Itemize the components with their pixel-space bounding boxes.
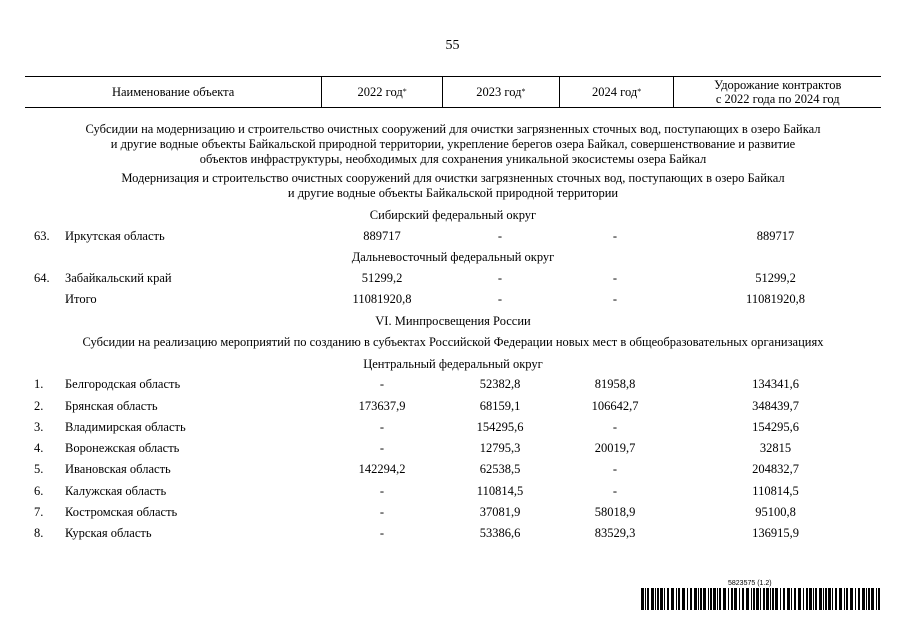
table-row: 4. Воронежская область - 12795,3 20019,7 32815 — [34, 441, 792, 455]
district-siberian: Сибирский федеральный округ — [369, 208, 537, 222]
table-row: 6. Калужская область - 110814,5 - 110814,5 — [34, 484, 799, 498]
header-name: Наименование объекта — [111, 85, 235, 99]
table-row: 5. Ивановская область 142294,2 62538,5 - 204832,7 — [34, 462, 799, 476]
table-row: 8. Курская область - 53386,6 83529,3 136915,9 — [34, 526, 799, 540]
table-row: 2. Брянская область 173637,9 68159,1 106642,7 348439,7 — [34, 399, 799, 413]
header-2023: 2023 год * — [442, 77, 559, 107]
district-fareast: Дальневосточный федеральный округ — [351, 250, 555, 264]
ministry-heading: VI. Минпросвещения России — [375, 314, 531, 328]
subsidy-schools-heading: Субсидии на реализацию мероприятий по созданию в субъектах Российской Федерации новых мест в общеобразовательных организациях — [82, 335, 824, 349]
barcode-icon — [641, 588, 881, 610]
table-row: 63. Иркутская область 889717 - - 889717 — [34, 229, 795, 243]
header-2024: 2024 год * — [559, 77, 674, 107]
page-number: 55 — [445, 38, 460, 53]
table-header — [25, 76, 881, 108]
district-central: Центральный федеральный округ — [363, 357, 543, 371]
barcode-code: 5823575 (1.2) — [728, 580, 772, 587]
table-row: 1. Белгородская область - 52382,8 81958,8 134341,6 — [34, 377, 799, 391]
table-row: 3. Владимирская область - 154295,6 - 154295,6 — [34, 420, 799, 434]
table-row: 7. Костромская область - 37081,9 58018,9 95100,8 — [34, 505, 796, 519]
total-row: Итого 11081920,8 - - 11081920,8 — [65, 292, 805, 306]
header-cost-rise: Удорожание контрактов с 2022 года по 2024 год — [673, 77, 881, 107]
subsidy-baikal-heading: Субсидии на модернизацию и строительство очистных сооружений для очистки загрязненных сточных вод, поступающих в озеро Байкал и другие водные объекты Байкальской природной территории, укрепление берегов озера Байкал, совершенствование и развитие объектов инфраструктуры, необходимых для сохранения уникальной экосистемы озера Байкал — [85, 122, 821, 166]
header-2022: 2022 год * — [321, 77, 442, 107]
table-row: 64. Забайкальский край 51299,2 - - 51299,2 — [34, 271, 796, 285]
modernization-heading: Модернизация и строительство очистных сооружений для очистки загрязненных сточных вод, поступающих в озеро Байкал и другие водные объекты Байкальской природной территории — [121, 171, 785, 200]
